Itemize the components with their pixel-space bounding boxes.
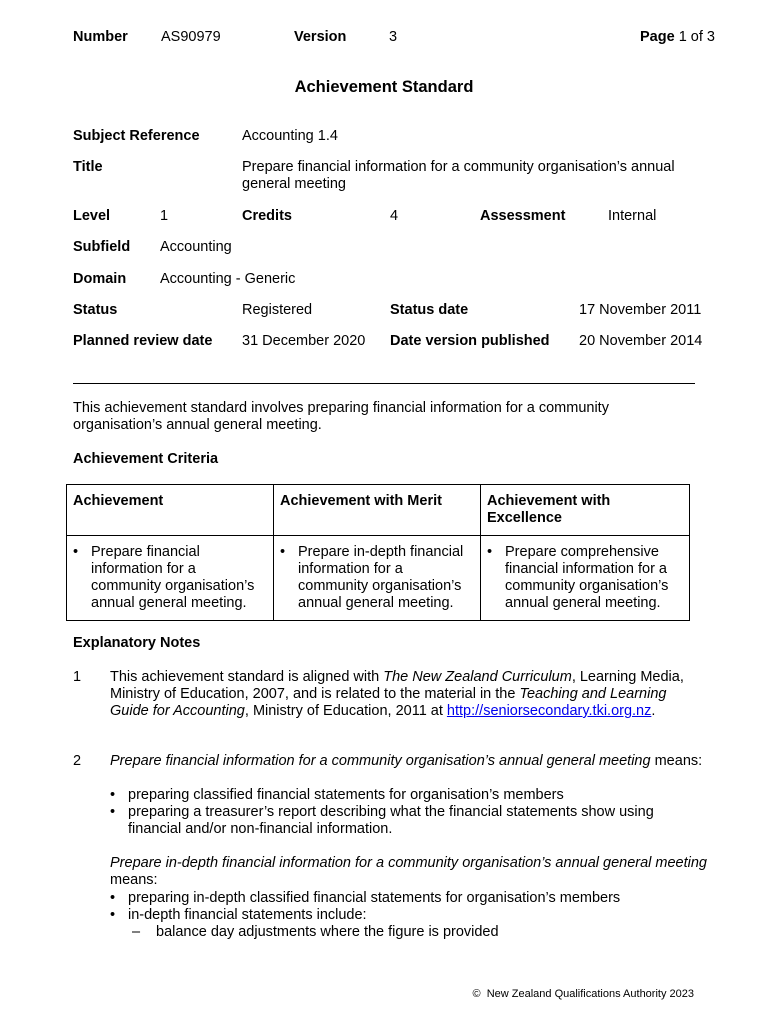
level-value: 1	[160, 208, 169, 224]
criteria-column-achievement: Achievement	[67, 485, 274, 536]
list-item-text: preparing in-depth classified financial statements for organisation’s members	[128, 890, 621, 906]
subject-reference-label: Subject Reference	[73, 128, 200, 144]
assessment-label: Assessment	[480, 208, 566, 224]
list-item-text: preparing a treasurer’s report describing what the financial statements show using financial and/or non-financial information.	[128, 804, 654, 837]
planned-review-label: Planned review date	[73, 333, 213, 349]
number-value: AS90979	[161, 29, 221, 45]
note-text: , Learning Media, Ministry of Education, 2007, and is related to the material in the	[110, 669, 684, 702]
note-2-definition-2	[110, 855, 710, 889]
criteria-text: Prepare comprehensive financial information for a community organisation’s annual general meeting.	[505, 544, 669, 611]
note-text: , Ministry of Education, 2011 at	[244, 703, 447, 719]
list-item	[110, 804, 700, 838]
guide-title: Teaching and Learning Guide for Accounting	[110, 686, 667, 719]
curriculum-title: The New Zealand Curriculum	[383, 669, 572, 685]
criteria-table	[66, 484, 690, 621]
list-item	[110, 787, 700, 804]
bullet: •	[110, 804, 116, 820]
criteria-column-merit: Achievement with Merit	[274, 485, 481, 536]
criteria-cell-achievement	[67, 536, 274, 621]
criteria-column-excellence: Achievement with Excellence	[481, 485, 690, 536]
page-value: 1 of 3	[678, 29, 715, 45]
planned-review-value: 31 December 2020	[242, 333, 366, 349]
title-label: Title	[73, 159, 103, 175]
definition-text: means:	[650, 753, 703, 769]
list-item-text: preparing classified financial statements for organisation’s members	[128, 787, 564, 803]
list-item-text: in-depth financial statements include:	[128, 907, 367, 923]
list-item	[110, 890, 700, 907]
bullet: •	[110, 787, 116, 803]
definition-term: Prepare in-depth financial information for a community organisation’s annual general meeting	[110, 855, 707, 871]
criteria-heading: Achievement Criteria	[73, 451, 219, 467]
criteria-cell-merit	[274, 536, 481, 621]
definition-text: means:	[110, 872, 158, 888]
version-value: 3	[389, 29, 398, 45]
definition-term: Prepare financial information for a community organisation’s annual general meeting	[110, 753, 651, 769]
note-text: This achievement standard is aligned with	[110, 669, 384, 685]
note-1-text	[110, 669, 700, 720]
bullet: •	[280, 544, 286, 560]
definition-2-list	[110, 890, 700, 941]
domain-value: Accounting - Generic	[160, 271, 296, 287]
copyright-icon: ©	[472, 988, 481, 1000]
note-2-definition-1	[110, 753, 710, 770]
date-published-value: 20 November 2014	[579, 333, 703, 349]
note-text: .	[651, 703, 656, 719]
intro-paragraph: This achievement standard involves preparing financial information for a community organisation’s annual general meeting.	[73, 400, 609, 433]
number-label: Number	[73, 29, 128, 45]
footer-copyright	[472, 988, 694, 1001]
dash: –	[132, 924, 141, 940]
criteria-cell-excellence	[481, 536, 690, 621]
tki-link[interactable]: http://seniorsecondary.tki.org.nz	[446, 703, 652, 719]
criteria-header-row	[67, 485, 690, 536]
subfield-value: Accounting	[160, 239, 232, 255]
status-value: Registered	[242, 302, 313, 318]
page-label: Page	[640, 29, 675, 45]
section-divider	[73, 383, 695, 384]
title-value: Prepare financial information for a community organisation’s annual general meeting	[242, 159, 675, 192]
sub-list-item	[110, 924, 700, 941]
bullet: •	[73, 544, 79, 560]
status-label: Status	[73, 302, 118, 318]
credits-value: 4	[390, 208, 399, 224]
credits-label: Credits	[242, 208, 292, 224]
criteria-text: Prepare financial information for a community organisation’s annual general meeting.	[91, 544, 255, 611]
status-date-label: Status date	[390, 302, 469, 318]
list-item-text: balance day adjustments where the figure is provided	[156, 924, 499, 940]
bullet: •	[110, 907, 116, 923]
subfield-label: Subfield	[73, 239, 131, 255]
document-title: Achievement Standard	[294, 78, 474, 96]
date-published-label: Date version published	[390, 333, 550, 349]
status-date-value: 17 November 2011	[579, 302, 702, 318]
definition-1-list	[110, 787, 700, 838]
notes-heading: Explanatory Notes	[73, 635, 201, 651]
subject-reference-value: Accounting 1.4	[242, 128, 338, 144]
domain-label: Domain	[73, 271, 127, 287]
page-indicator	[640, 29, 715, 46]
assessment-value: Internal	[608, 208, 657, 224]
version-label: Version	[294, 29, 347, 45]
bullet: •	[110, 890, 116, 906]
criteria-text: Prepare in-depth financial information for a community organisation’s annual general meeting.	[298, 544, 464, 611]
level-label: Level	[73, 208, 111, 224]
footer-text: New Zealand Qualifications Authority 2023	[486, 988, 694, 1000]
list-item	[110, 907, 700, 924]
criteria-row	[67, 536, 690, 621]
bullet: •	[487, 544, 493, 560]
note-1-number: 1	[73, 669, 82, 685]
note-2-number: 2	[73, 753, 82, 769]
